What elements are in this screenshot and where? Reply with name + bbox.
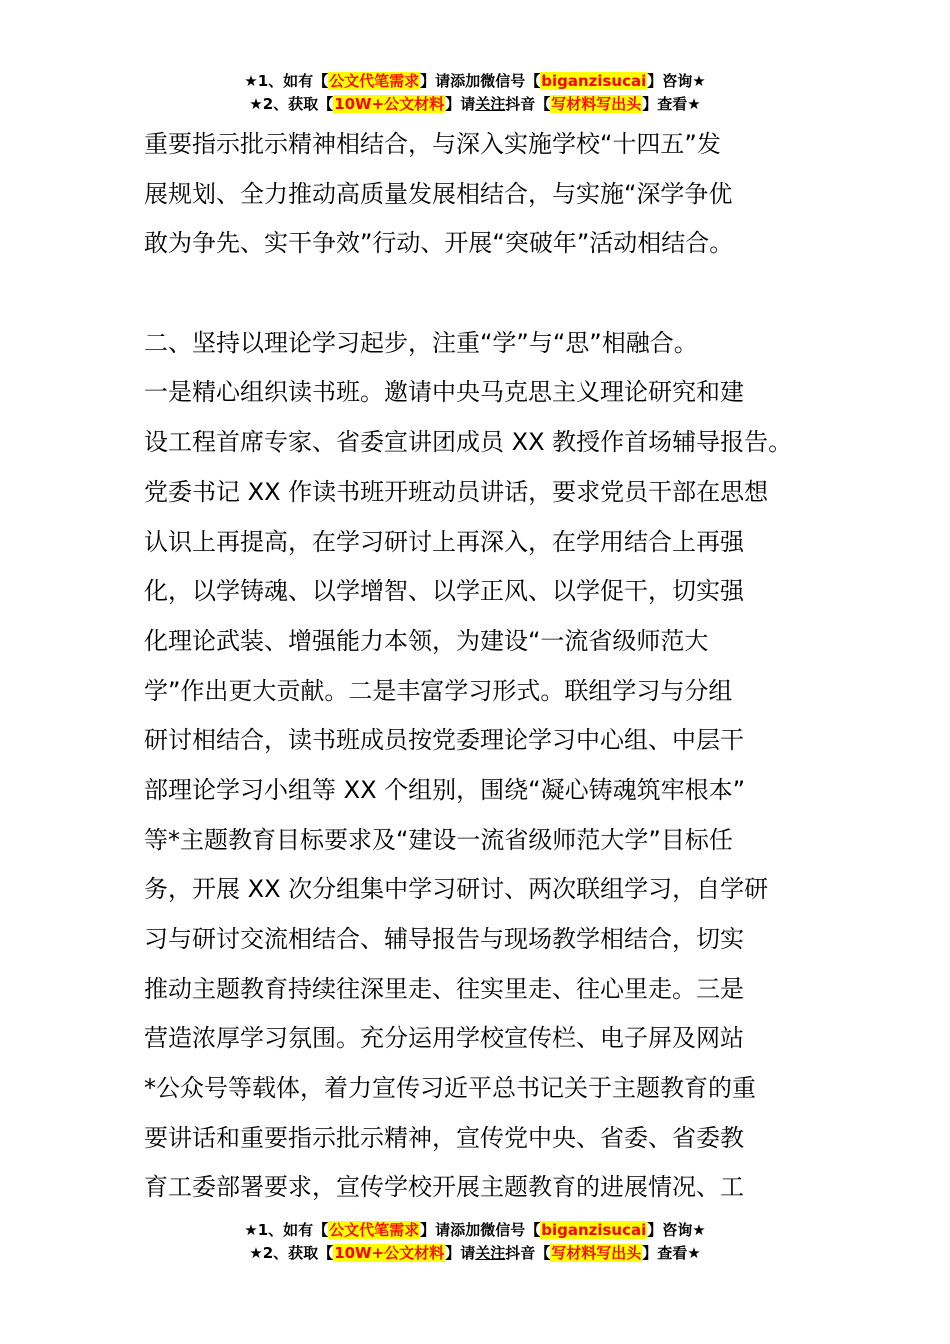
body-line: 一是精心组织读书班。邀请中央马克思主义理论研究和建 — [144, 378, 744, 407]
body-line: 敢为争先、实干争效”行动、开展“突破年”活动相结合。 — [144, 229, 734, 258]
body-line: 务，开展 XX 次分组集中学习研讨、两次联组学习，自学研 — [144, 875, 769, 904]
header-banner — [0, 70, 950, 116]
banner-highlight-douyin-account: 写材料写出头 — [551, 95, 642, 113]
body-line: 研讨相结合，读书班成员按党委理论学习中心组、中层干 — [144, 726, 744, 755]
body-line: 推动主题教育持续往深里走、往实里走、往心里走。三是 — [144, 974, 744, 1003]
banner-highlight-service: 公文代笔需求 — [329, 1221, 420, 1239]
body-line: 党委书记 XX 作读书班开班动员讲话，要求党员干部在思想 — [144, 477, 769, 506]
body-blank-line — [144, 269, 824, 319]
body-line: 育工委部署要求，宣传学校开展主题教育的进展情况、工 — [144, 1173, 744, 1202]
section-heading: 二、坚持以理论学习起步，注重“学”与“思”相融合。 — [144, 328, 698, 357]
banner-line-2: ★2、获取【10W+公文材料】请关注抖音【写材料写出头】查看★ — [249, 95, 701, 113]
banner-highlight-materials: 10W+公文材料 — [334, 1244, 445, 1262]
body-line: 设工程首席专家、省委宣讲团成员 XX 教授作首场辅导报告。 — [144, 428, 793, 457]
body-line: 展规划、全力推动高质量发展相结合，与实施“深学争优 — [144, 179, 733, 208]
body-line: 营造浓厚学习氛围。充分运用学校宣传栏、电子屏及网站 — [144, 1024, 744, 1053]
banner-highlight-materials: 10W+公文材料 — [334, 95, 445, 113]
banner-highlight-wechat-id: biganzisucai — [541, 72, 647, 90]
body-line: 重要指示批示精神相结合，与深入实施学校“十四五”发 — [144, 130, 721, 158]
banner-line-2: ★2、获取【10W+公文材料】请关注抖音【写材料写出头】查看★ — [249, 1244, 701, 1262]
footer-banner — [0, 1219, 950, 1265]
body-line: 认识上再提高，在学习研讨上再深入，在学用结合上再强 — [144, 527, 744, 556]
banner-line-1: ★1、如有【公文代笔需求】请添加微信号【biganzisucai】咨询★ — [244, 1221, 706, 1239]
body-line: 等*主题教育目标要求及“建设一流省级师范大学”目标任 — [144, 825, 733, 854]
body-line: 化理论武装、增强能力本领，为建设“一流省级师范大 — [144, 626, 709, 655]
banner-highlight-douyin-account: 写材料写出头 — [551, 1244, 642, 1262]
body-line: 学”作出更大贡献。二是丰富学习形式。联组学习与分组 — [144, 676, 733, 705]
body-line: 习与研讨交流相结合、辅导报告与现场教学相结合，切实 — [144, 925, 744, 953]
body-line: 化，以学铸魂、以学增智、以学正风、以学促干，切实强 — [144, 577, 744, 606]
body-line: 要讲话和重要指示批示精神，宣传党中央、省委、省委教 — [144, 1123, 744, 1152]
banner-line-1: ★1、如有【公文代笔需求】请添加微信号【biganzisucai】咨询★ — [244, 72, 706, 90]
banner-highlight-service: 公文代笔需求 — [329, 72, 420, 90]
banner-highlight-wechat-id: biganzisucai — [541, 1221, 647, 1239]
body-line: 部理论学习小组等 XX 个组别，围绕“凝心铸魂筑牢根本” — [144, 775, 746, 804]
body-line: *公众号等载体，着力宣传习近平总书记关于主题教育的重 — [144, 1074, 756, 1103]
document-body — [144, 120, 824, 1213]
